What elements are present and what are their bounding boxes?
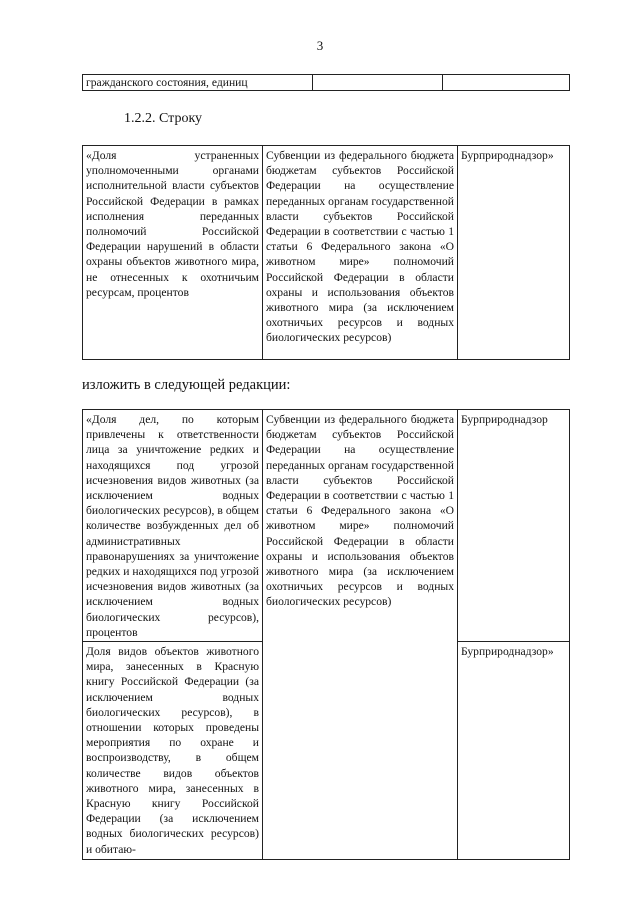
funding-cell: Субвенции из федерального бюджета бюджетам субъектов Российской Федерации на осуществление переданных органам государственной власти субъектов Российской Федерации в соответствии с частью 1 статьи 6 Федерального закона «О животном мире» полномочий Российской Федерации в области охраны и использования объектов животного мира (за исключением охотничьих ресурсов и водных биологических ресурсов) [263, 410, 458, 860]
agency-cell: Бурприроднадзор» [458, 642, 570, 860]
instruction-text: изложить в следующей редакции: [82, 377, 291, 393]
page-number: 3 [316, 38, 324, 53]
agency-cell: Бурприроднадзор [458, 410, 570, 642]
agency-cell: Бурприроднадзор» [458, 146, 570, 360]
indicator-cell: «Доля дел, по которым привлечены к ответственности лица за уничтожение редких и находящихся под угрозой исчезновения видов животных (за исключением водных биологических ресурсов), в общем количестве возбужденных дел об административных правонарушениях за уничтожение редких и находящихся под угрозой исчезновения видов животных (за исключением водных биологических ресурсов), процентов [83, 410, 263, 642]
previous-table-tail [82, 74, 570, 91]
old-row-table [82, 145, 570, 360]
indicator-cell: «Доля устраненных уполномоченными органами исполнительной власти субъектов Российской Федерации в рамках исполнения переданных полномочий Российской Федерации нарушений в области охраны объектов животного мира, не отнесенных к охотничьим ресурсам, процентов [83, 146, 263, 360]
funding-cell [313, 75, 443, 91]
table-row [83, 146, 570, 360]
section-heading: 1.2.2. Строку [124, 111, 203, 126]
indicator-cell: гражданского состояния, единиц [83, 75, 313, 91]
agency-cell [443, 75, 570, 91]
funding-cell: Субвенции из федерального бюджета бюджетам субъектов Российской Федерации на осуществление переданных органам государственной власти субъектов Российской Федерации в соответствии с частью 1 статьи 6 Федерального закона «О животном мире» полномочий Российской Федерации в области охраны и использования объектов животного мира (за исключением охотничьих ресурсов и водных биологических ресурсов) [263, 146, 458, 360]
indicator-cell: Доля видов объектов животного мира, занесенных в Красную книгу Российской Федерации (за исключением водных биологических ресурсов), в отношении которых проведены мероприятия по охране и воспроизводству, в общем количестве видов объектов животного мира, занесенных в Красную книгу Российской Федерации (за исключением водных биологических ресурсов) и обитаю- [83, 642, 263, 860]
new-rows-table [82, 409, 570, 860]
table-row [83, 75, 570, 91]
table-row [83, 410, 570, 642]
